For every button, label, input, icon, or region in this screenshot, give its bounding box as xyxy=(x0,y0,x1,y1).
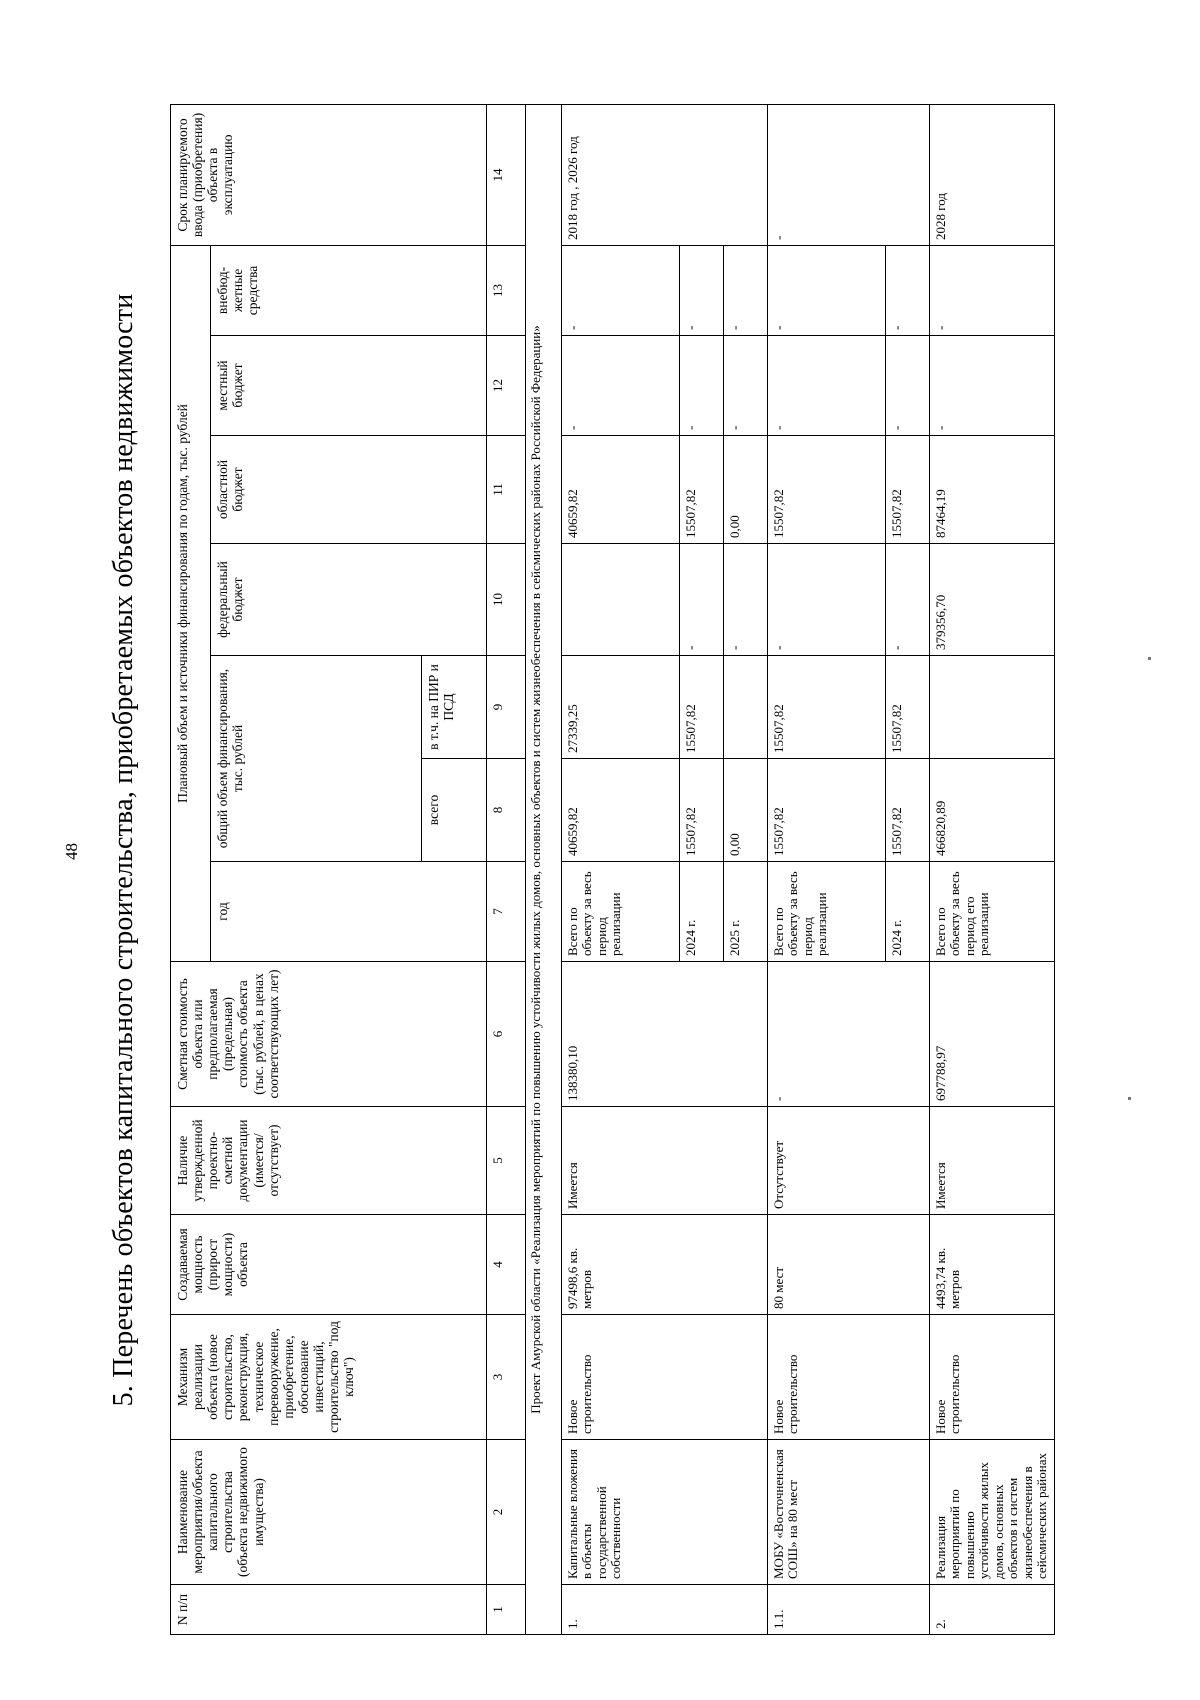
local-budget-cell: - xyxy=(561,336,679,436)
section-row xyxy=(525,104,561,1634)
pir-cell: 27339,25 xyxy=(561,656,679,759)
regional-budget-cell: 87464,19 xyxy=(929,436,1054,544)
capacity-cell: 4493,74 кв. метров xyxy=(929,1215,1054,1315)
scan-speck xyxy=(1128,1097,1131,1100)
federal-budget-cell: - xyxy=(767,544,885,656)
local-budget-cell: - xyxy=(723,336,767,436)
col-header-term: Срок планируемого ввода (приобретения) объекта в эксплуатацию xyxy=(171,104,487,245)
year-cell: Всего по объекту за весь период реализации xyxy=(767,862,885,962)
extrabudgetary-cell: - xyxy=(885,245,929,335)
docs-cell: Отсутствует xyxy=(767,1107,929,1215)
row-number-cell: 2. xyxy=(929,1585,1054,1635)
regional-budget-cell: 15507,82 xyxy=(679,436,723,544)
local-budget-cell: - xyxy=(679,336,723,436)
column-number-cell: 14 xyxy=(486,104,525,245)
regional-budget-cell: 40659,82 xyxy=(561,436,679,544)
cost-cell: 697788,97 xyxy=(929,962,1054,1107)
capital-construction-table xyxy=(170,104,1055,1635)
local-budget-cell: - xyxy=(767,336,885,436)
object-name-cell: Капитальные вложения в объекты государственной собственности xyxy=(561,1440,767,1585)
year-cell: Всего по объекту за весь период его реализации xyxy=(929,862,1054,962)
docs-cell: Имеется xyxy=(929,1107,1054,1215)
column-number-cell: 6 xyxy=(486,962,525,1107)
capacity-cell: 80 мест xyxy=(767,1215,929,1315)
table-row xyxy=(767,104,885,1634)
federal-budget-cell: - xyxy=(723,544,767,656)
table-row xyxy=(929,104,1054,1634)
year-cell: Всего по объекту за весь период реализации xyxy=(561,862,679,962)
column-number-cell: 9 xyxy=(486,656,525,759)
pir-cell xyxy=(929,656,1054,759)
term-cell: - xyxy=(767,104,929,245)
table-row xyxy=(561,104,679,1634)
column-number-cell: 3 xyxy=(486,1315,525,1440)
local-budget-cell: - xyxy=(929,336,1054,436)
col-header-local: местный бюджет xyxy=(211,336,487,436)
row-number-cell: 1. xyxy=(561,1585,767,1635)
pir-cell xyxy=(723,656,767,759)
mechanism-cell: Новое строительство xyxy=(929,1315,1054,1440)
column-number-cell: 8 xyxy=(486,759,525,862)
object-name-cell: МОБУ «Восточненская СОШ» на 80 мест xyxy=(767,1440,929,1585)
col-header-mechanism: Механизм реализации объекта (новое строительство, реконструкция, техническое перевооружение, приобретение, обоснование инвестиций, строительство "под ключ") xyxy=(171,1315,487,1440)
column-number-cell: 2 xyxy=(486,1440,525,1585)
col-header-year: год xyxy=(211,862,487,962)
federal-budget-cell xyxy=(561,544,679,656)
column-numbers-row xyxy=(486,104,525,1634)
mechanism-cell: Новое строительство xyxy=(767,1315,929,1440)
col-header-regional: областной бюджет xyxy=(211,436,487,544)
mechanism-cell: Новое строительство xyxy=(561,1315,767,1440)
col-header-name: Наименование мероприятия/объекта капитального строительства (объекта недвижимого имущества) xyxy=(171,1440,487,1585)
extrabudgetary-cell: - xyxy=(679,245,723,335)
total-cell: 15507,82 xyxy=(885,759,929,862)
term-cell: 2028 год xyxy=(929,104,1054,245)
col-header-total: всего xyxy=(421,759,486,862)
column-number-cell: 12 xyxy=(486,336,525,436)
pir-cell: 15507,82 xyxy=(767,656,885,759)
federal-budget-cell: - xyxy=(885,544,929,656)
col-header-cost: Сметная стоимость объекта или предполагаемая (предельная) стоимость объекта (тыс. рублей, в ценах соответствующих лет) xyxy=(171,962,487,1107)
col-header-extra: внебюд-жетные средства xyxy=(211,245,487,335)
cost-cell: - xyxy=(767,962,929,1107)
col-header-total-group: общий объем финансирования, тыс. рублей xyxy=(211,656,422,862)
page-number: 48 xyxy=(62,843,81,860)
total-cell: 0,00 xyxy=(723,759,767,862)
col-header-federal: федеральный бюджет xyxy=(211,544,487,656)
pir-cell: 15507,82 xyxy=(885,656,929,759)
year-cell: 2025 г. xyxy=(723,862,767,962)
col-header-funding-group: Плановый объем и источники финансирования по годам, тыс. рублей xyxy=(171,245,211,961)
total-cell: 466820,89 xyxy=(929,759,1054,862)
capacity-cell: 97498,6 кв. метров xyxy=(561,1215,767,1315)
regional-budget-cell: 15507,82 xyxy=(885,436,929,544)
term-cell: 2018 год , 2026 год xyxy=(561,104,767,245)
docs-cell: Имеется xyxy=(561,1107,767,1215)
section-title: Проект Амурской области «Реализация мероприятий по повышению устойчивости жилых домов, основных объектов и систем жизнеобеспечения в сейсмических районах Российской Федерации» xyxy=(525,104,561,1634)
pir-cell: 15507,82 xyxy=(679,656,723,759)
year-cell: 2024 г. xyxy=(885,862,929,962)
extrabudgetary-cell: - xyxy=(561,245,679,335)
col-header-capacity: Создаваемая мощность (прирост мощности) объекта xyxy=(171,1215,487,1315)
object-name-cell: Реализация мероприятий по повышению устойчивости жилых домов, основных объектов и систем жизнеобеспечения в сейсмических районах xyxy=(929,1440,1054,1585)
local-budget-cell: - xyxy=(885,336,929,436)
extrabudgetary-cell: - xyxy=(723,245,767,335)
column-number-cell: 10 xyxy=(486,544,525,656)
row-number-cell: 1.1. xyxy=(767,1585,929,1635)
col-header-pir: в т.ч. на ПИР и ПСД xyxy=(421,656,486,759)
column-number-cell: 7 xyxy=(486,862,525,962)
extrabudgetary-cell: - xyxy=(767,245,885,335)
column-number-cell: 4 xyxy=(486,1215,525,1315)
header-row xyxy=(171,104,211,1634)
document-title: 5. Перечень объектов капитального строительства, приобретаемых объектов недвижимости xyxy=(108,293,139,1407)
federal-budget-cell: 379356,70 xyxy=(929,544,1054,656)
federal-budget-cell: - xyxy=(679,544,723,656)
column-number-cell: 11 xyxy=(486,436,525,544)
regional-budget-cell: 15507,82 xyxy=(767,436,885,544)
column-number-cell: 1 xyxy=(486,1585,525,1635)
year-cell: 2024 г. xyxy=(679,862,723,962)
column-number-cell: 5 xyxy=(486,1107,525,1215)
extrabudgetary-cell: - xyxy=(929,245,1054,335)
total-cell: 15507,82 xyxy=(767,759,885,862)
regional-budget-cell: 0,00 xyxy=(723,436,767,544)
total-cell: 40659,82 xyxy=(561,759,679,862)
column-number-cell: 13 xyxy=(486,245,525,335)
col-header-docs: Наличие утвержденной проектно-сметной документации (имеется/ отсутствует) xyxy=(171,1107,487,1215)
cost-cell: 138380,10 xyxy=(561,962,767,1107)
col-header-n: N п/п xyxy=(171,1585,487,1635)
total-cell: 15507,82 xyxy=(679,759,723,862)
scan-speck xyxy=(1148,657,1151,660)
